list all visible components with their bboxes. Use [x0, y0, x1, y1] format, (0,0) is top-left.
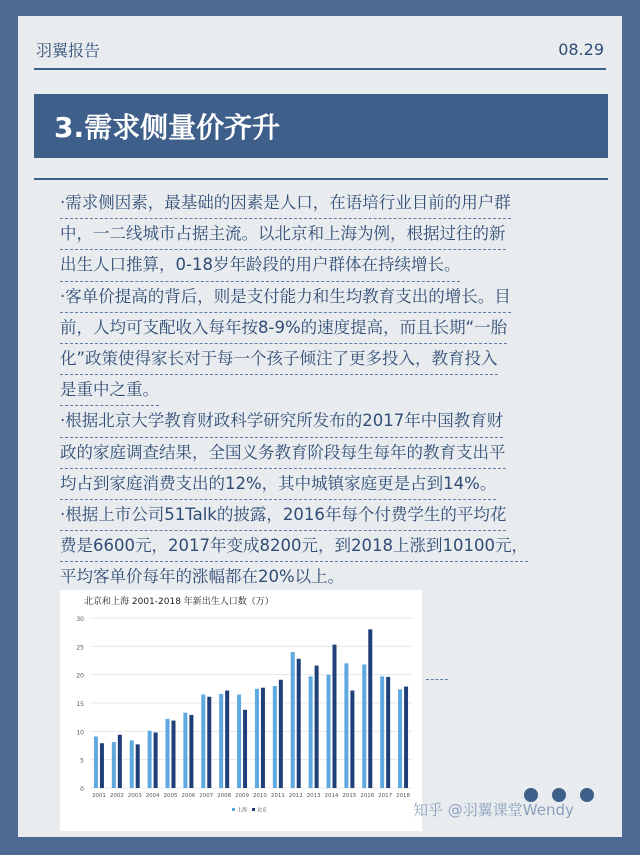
paragraph-demand — [60, 188, 582, 282]
bar-beijing — [154, 732, 158, 788]
legend-swatch — [232, 808, 235, 811]
x-tick-label: 2015 — [342, 793, 357, 799]
text-line: 化”政策使得家长对于每一个孩子倾注了更多投入，教育投入 — [60, 344, 498, 375]
x-tick-label: 2002 — [109, 793, 124, 799]
bar-shanghai — [380, 676, 384, 788]
text-line: ·根据上市公司51Talk的披露，2016年每个付费学生的平均花 — [60, 500, 506, 531]
bar-beijing — [136, 744, 140, 788]
bar-shanghai — [309, 676, 313, 788]
bar-shanghai — [201, 695, 205, 789]
text-line: 是重中之重。 — [60, 375, 159, 406]
text-line: 费是6600元，2017年变成8200元，到2018上涨到10100元， — [60, 531, 528, 562]
brand-label: 羽翼报告 — [36, 40, 101, 60]
legend-swatch — [252, 808, 255, 811]
text-line: 均占到家庭消费支出的12%，其中城镇家庭更是占到14%。 — [60, 469, 496, 500]
bar-beijing — [118, 735, 122, 788]
x-tick-label: 2014 — [324, 793, 339, 799]
watermark: 知乎 @羽翼课堂Wendy — [413, 801, 574, 819]
header-divider — [34, 68, 606, 70]
date-label: 08.29 — [558, 39, 604, 59]
bar-shanghai — [94, 736, 98, 788]
text-line: 平均客单价每年的涨幅都在20%以上。 — [60, 562, 344, 593]
y-tick-label: 30 — [76, 616, 84, 623]
y-tick-label: 25 — [76, 644, 84, 652]
birth-chart — [60, 590, 422, 831]
x-tick-label: 2010 — [252, 793, 267, 799]
bar-beijing — [189, 715, 193, 788]
paragraph-price — [60, 282, 582, 407]
bar-shanghai — [183, 713, 187, 788]
bar-beijing — [333, 645, 337, 788]
text-line: 出生人口推算，0-18岁年龄段的用户群体在持续增长。 — [60, 250, 460, 281]
header-bar — [36, 34, 604, 64]
page-card — [18, 16, 622, 837]
body-text — [60, 188, 582, 594]
bar-shanghai — [237, 695, 241, 789]
bar-shanghai — [112, 742, 116, 788]
x-tick-label: 2011 — [270, 793, 285, 799]
dash-line — [426, 679, 448, 680]
bar-shanghai — [255, 689, 259, 788]
y-tick-label: 10 — [76, 729, 84, 737]
bar-beijing — [172, 721, 176, 788]
x-tick-label: 2003 — [127, 793, 142, 799]
bar-shanghai — [362, 664, 366, 788]
legend-label: 上海 — [237, 807, 248, 814]
bar-shanghai — [166, 719, 170, 788]
bar-beijing — [386, 677, 390, 788]
bar-beijing — [100, 743, 104, 788]
bar-beijing — [207, 697, 211, 788]
bar-beijing — [297, 659, 301, 788]
x-tick-label: 2009 — [235, 793, 250, 799]
paragraph-survey — [60, 406, 582, 500]
text-line: ·需求侧因素，最基础的因素是人口，在语培行业目前的用户群 — [60, 188, 511, 219]
y-tick-label: 5 — [80, 757, 84, 765]
bar-beijing — [243, 710, 247, 788]
chart-bars — [94, 629, 408, 788]
text-line: ·根据北京大学教育财政科学研究所发布的2017年中国教育财 — [60, 406, 503, 437]
x-tick-label: 2008 — [217, 793, 232, 799]
x-tick-label: 2006 — [181, 793, 196, 799]
chart-title: 北京和上海 2001-2018 年新出生人口数（万） — [84, 597, 274, 607]
x-tick-label: 2001 — [91, 793, 106, 799]
bar-shanghai — [327, 675, 331, 788]
bar-shanghai — [273, 686, 277, 788]
bar-beijing — [315, 666, 319, 788]
y-tick-label: 15 — [76, 701, 84, 708]
bar-shanghai — [219, 694, 223, 788]
paragraph-51talk — [60, 500, 582, 594]
chart-canvas — [60, 590, 422, 831]
bar-shanghai — [148, 731, 152, 788]
title-divider — [34, 178, 608, 180]
bar-beijing — [261, 688, 265, 788]
dot-icon — [580, 788, 594, 802]
bar-beijing — [404, 687, 408, 788]
text-line: 中，一二线城市占据主流。以北京和上海为例，根据过往的新 — [60, 219, 506, 250]
bar-shanghai — [291, 652, 295, 788]
x-tick-label: 2013 — [306, 793, 321, 799]
bar-beijing — [368, 629, 372, 788]
x-tick-label: 2005 — [163, 793, 178, 799]
x-tick-label: 2016 — [360, 793, 375, 799]
section-title: 3.需求侧量价齐升 — [54, 111, 281, 144]
bar-beijing — [225, 691, 229, 788]
x-tick-label: 2007 — [199, 793, 214, 799]
bar-shanghai — [130, 740, 134, 788]
x-tick-label: 2017 — [378, 793, 393, 799]
text-line: ·客单价提高的背后，则是支付能力和生均教育支出的增长。目 — [60, 282, 511, 313]
bar-beijing — [350, 691, 354, 788]
chart-legend — [232, 807, 267, 814]
bar-shanghai — [344, 663, 348, 788]
text-line: 政的家庭调查结果，全国义务教育阶段每生每年的教育支出平 — [60, 438, 506, 469]
x-tick-label: 2012 — [288, 793, 303, 799]
bar-beijing — [279, 680, 283, 788]
section-title-box — [34, 94, 608, 158]
y-tick-label: 0 — [80, 786, 84, 793]
y-tick-label: 20 — [76, 672, 84, 680]
x-tick-label: 2004 — [145, 793, 160, 799]
x-tick-label: 2018 — [396, 793, 411, 799]
legend-label: 北京 — [257, 807, 268, 814]
text-line: 前，人均可支配收入每年按8-9%的速度提高，而且长期“一胎 — [60, 313, 507, 344]
bar-shanghai — [398, 689, 402, 788]
